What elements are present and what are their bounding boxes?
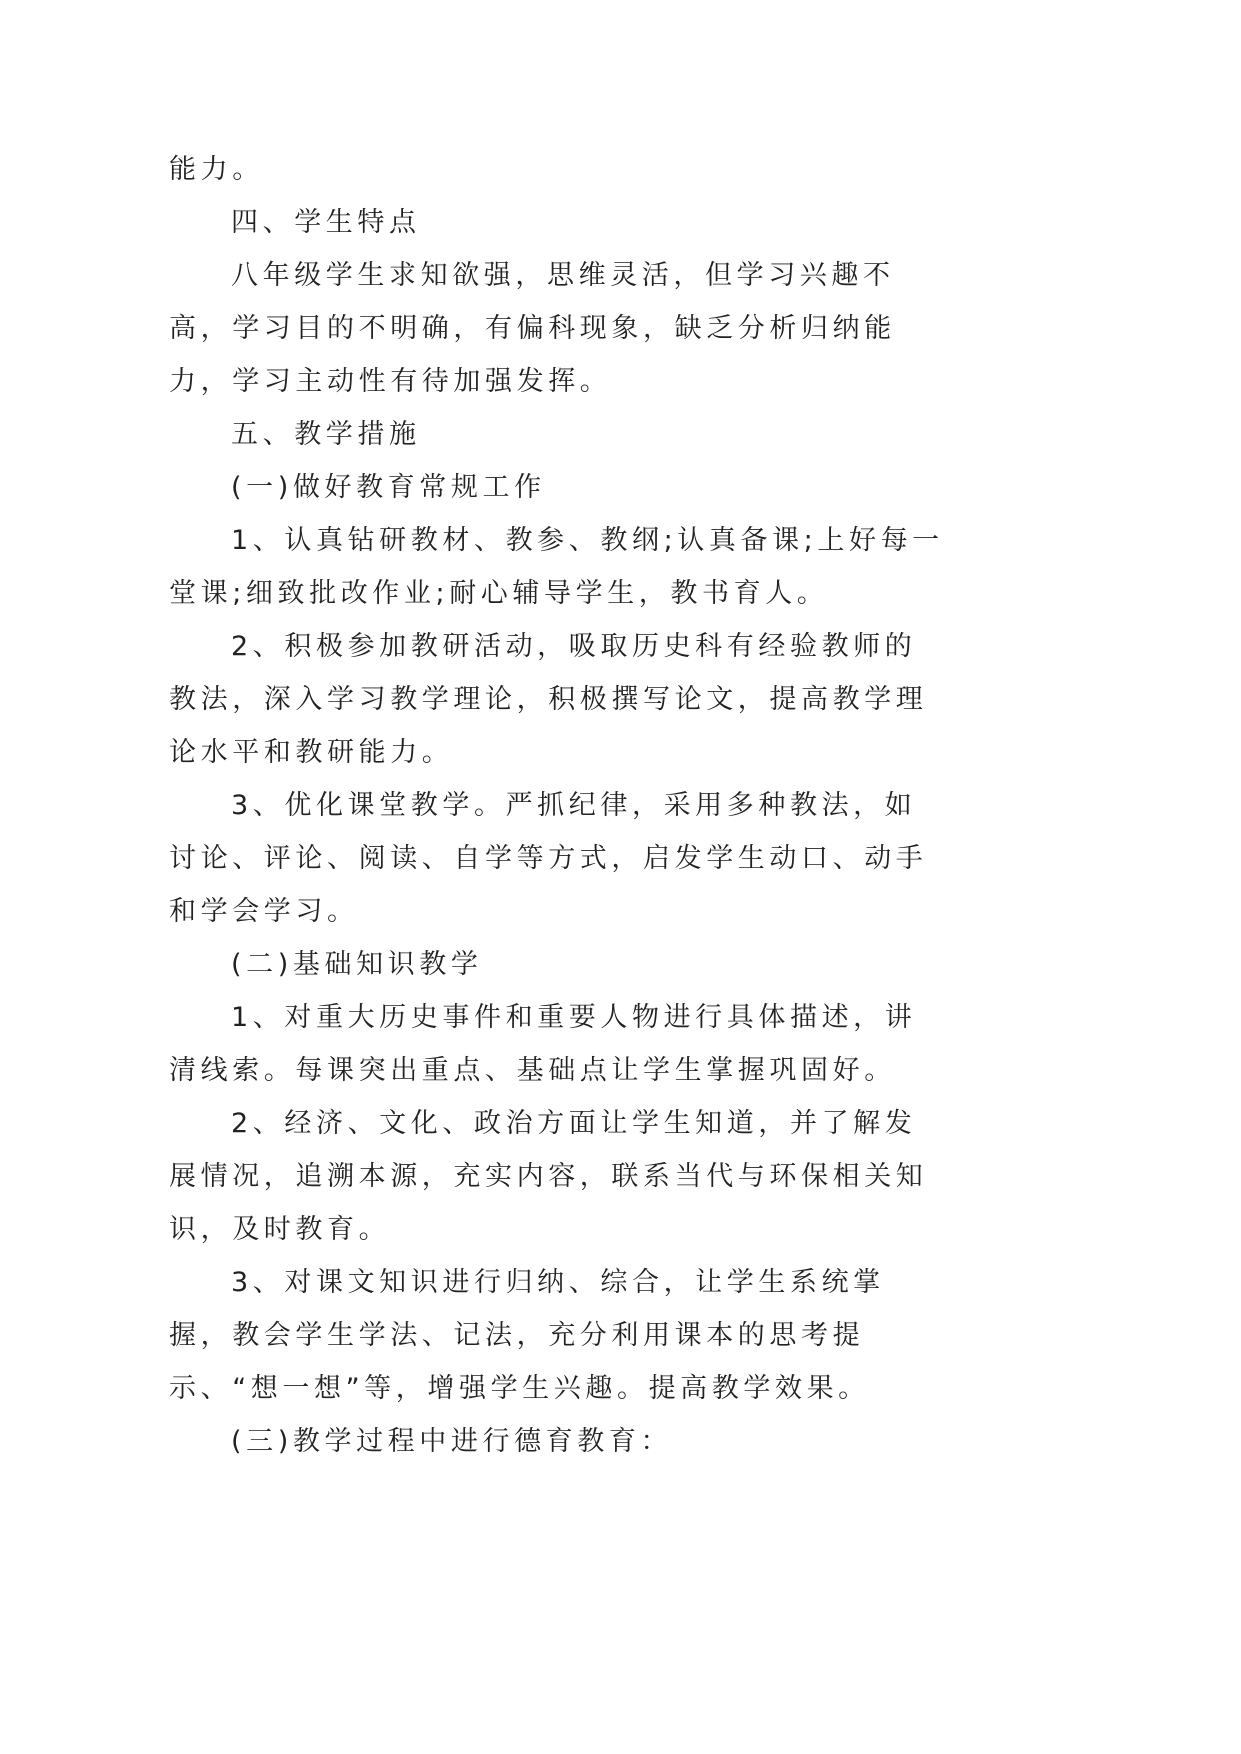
section-heading-student-traits: 四、学生特点 [231,207,421,238]
paragraph-routine-3: 3、优化课堂教学。严抓纪律，采用多种教法，如讨论、评论、阅读、自学等方式，启发学生动口、动手和学会学习。 [169,790,928,927]
subheading-routine-work: (一)做好教育常规工作 [231,472,546,503]
subheading-moral-education: (三)教学过程中进行德育教育： [231,1426,673,1457]
paragraph-continuation: 能力。 [169,154,264,185]
paragraph-knowledge-1: 1、对重大历史事件和重要人物进行具体描述，讲清线索。每课突出重点、基础点让学生掌握巩固好。 [169,1002,917,1086]
subheading-basic-knowledge: (二)基础知识教学 [231,949,483,980]
paragraph-routine-1: 1、认真钻研教材、教参、教纲;认真备课;上好每一堂课;细致批改作业;耐心辅导学生，教书育人。 [169,525,944,609]
paragraph-student-traits: 八年级学生求知欲强，思维灵活，但学习兴趣不高，学习目的不明确，有偏科现象，缺乏分析归纳能力，学习主动性有待加强发挥。 [169,260,896,397]
paragraph-knowledge-2: 2、经济、文化、政治方面让学生知道，并了解发展情况，追溯本源，充实内容，联系当代与环保相关知识，及时教育。 [169,1108,928,1245]
document-body [169,143,944,1468]
paragraph-routine-2: 2、积极参加教研活动，吸取历史科有经验教师的教法，深入学习教学理论，积极撰写论文，提高教学理论水平和教研能力。 [169,631,928,768]
section-heading-teaching-measures: 五、教学措施 [231,419,421,450]
paragraph-knowledge-3: 3、对课文知识进行归纳、综合，让学生系统掌握，教会学生学法、记法，充分利用课本的思考提示、“想一想”等，增强学生兴趣。提高教学效果。 [169,1267,885,1404]
